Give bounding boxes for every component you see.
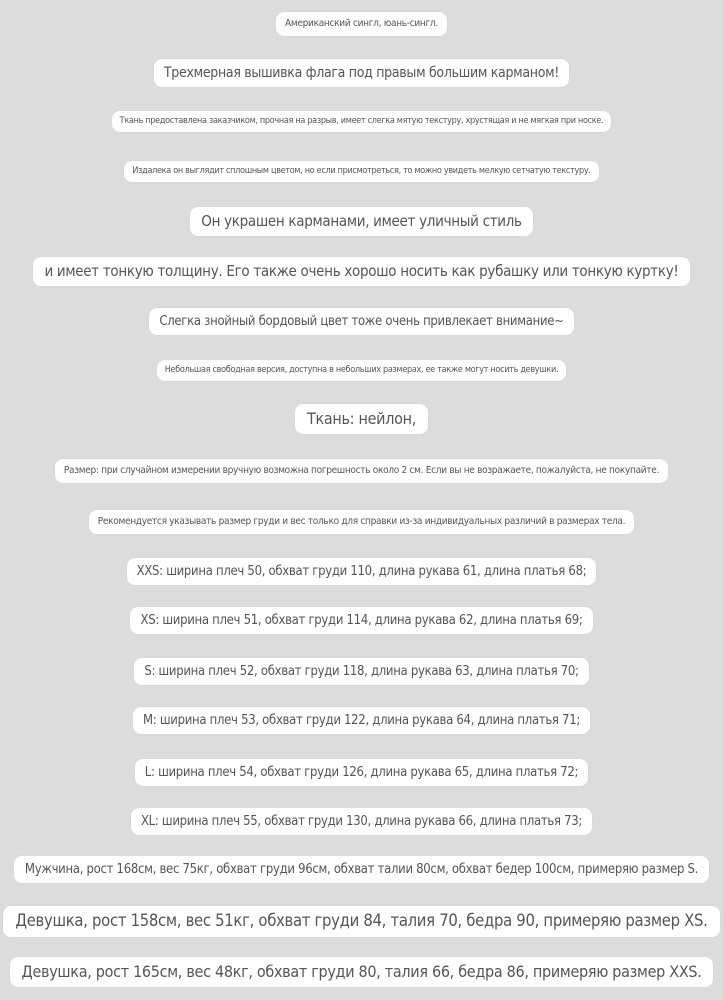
size-row-xs <box>0 607 723 634</box>
text-pill: Ткань предоставлена заказчиком, прочная на разрыв, имеет слегка мятую текстуру, хрустящая и не мягкая при носке. <box>112 111 612 132</box>
line-measurement-note <box>0 459 723 483</box>
size-row-m <box>0 707 723 734</box>
line-fit <box>0 360 723 381</box>
text-pill: Небольшая свободная версия, доступна в небольших размерах, ее также могут носить девушки. <box>157 360 566 381</box>
text-pill: Трехмерная вышивка флага под правым большим карманом! <box>154 59 569 87</box>
text-pill: XS: ширина плеч 51, обхват груди 114, длина рукава 62, длина платья 69; <box>130 607 592 634</box>
text-pill: M: ширина плеч 53, обхват груди 122, длина рукава 64, длина платья 71; <box>133 707 590 734</box>
size-row-l <box>0 759 723 786</box>
size-row-xl <box>0 808 723 835</box>
model-row-girl-158 <box>0 906 723 937</box>
text-pill: XL: ширина плеч 55, обхват груди 130, длина рукава 66, длина платья 73; <box>131 808 592 835</box>
line-embroidery <box>0 59 723 87</box>
model-row-girl-165 <box>0 957 723 987</box>
text-pill: S: ширина плеч 52, обхват груди 118, длина рукава 63, длина платья 70; <box>134 658 588 685</box>
text-pill: Ткань: нейлон, <box>295 404 428 434</box>
line-thickness <box>0 257 723 286</box>
text-pill: Американский сингл, юань-сингл. <box>276 12 447 36</box>
line-single-type <box>0 12 723 36</box>
text-pill: XXS: ширина плеч 50, обхват груди 110, длина рукава 61, длина платья 68; <box>127 558 597 585</box>
text-pill: Рекомендуется указывать размер груди и вес только для справки из-за индивидуальных различий в размерах тела. <box>89 510 634 534</box>
text-pill: L: ширина плеч 54, обхват груди 126, длина рукава 65, длина платья 72; <box>135 759 588 786</box>
size-row-xxs <box>0 558 723 585</box>
text-pill: Издалека он выглядит сплошным цветом, но если присмотреться, то можно увидеть мелкую сетчатую текстуру. <box>124 161 598 182</box>
line-color <box>0 308 723 335</box>
text-pill: Размер: при случайном измерении вручную возможна погрешность около 2 см. Если вы не возражаете, пожалуйста, не покупайте. <box>55 459 668 483</box>
line-pockets-style <box>0 207 723 236</box>
text-pill: Девушка, рост 158см, вес 51кг, обхват груди 84, талия 70, бедра 90, примеряю размер XS. <box>3 906 719 937</box>
text-pill: Он украшен карманами, имеет уличный стиль <box>190 207 532 236</box>
size-row-s <box>0 658 723 685</box>
line-fabric-texture <box>0 111 723 132</box>
line-mesh-texture <box>0 161 723 182</box>
text-pill: и имеет тонкую толщину. Его также очень хорошо носить как рубашку или тонкую куртку! <box>33 257 689 286</box>
line-size-recommendation <box>0 510 723 534</box>
text-pill: Слегка знойный бордовый цвет тоже очень привлекает внимание~ <box>149 308 573 335</box>
text-pill: Девушка, рост 165см, вес 48кг, обхват груди 80, талия 66, бедра 86, примеряю размер XXS. <box>10 957 714 987</box>
text-pill: Мужчина, рост 168см, вес 75кг, обхват груди 96см, обхват талии 80см, обхват бедер 100см, примеряю размер S. <box>14 856 709 883</box>
model-row-man <box>0 856 723 883</box>
line-material <box>0 404 723 434</box>
